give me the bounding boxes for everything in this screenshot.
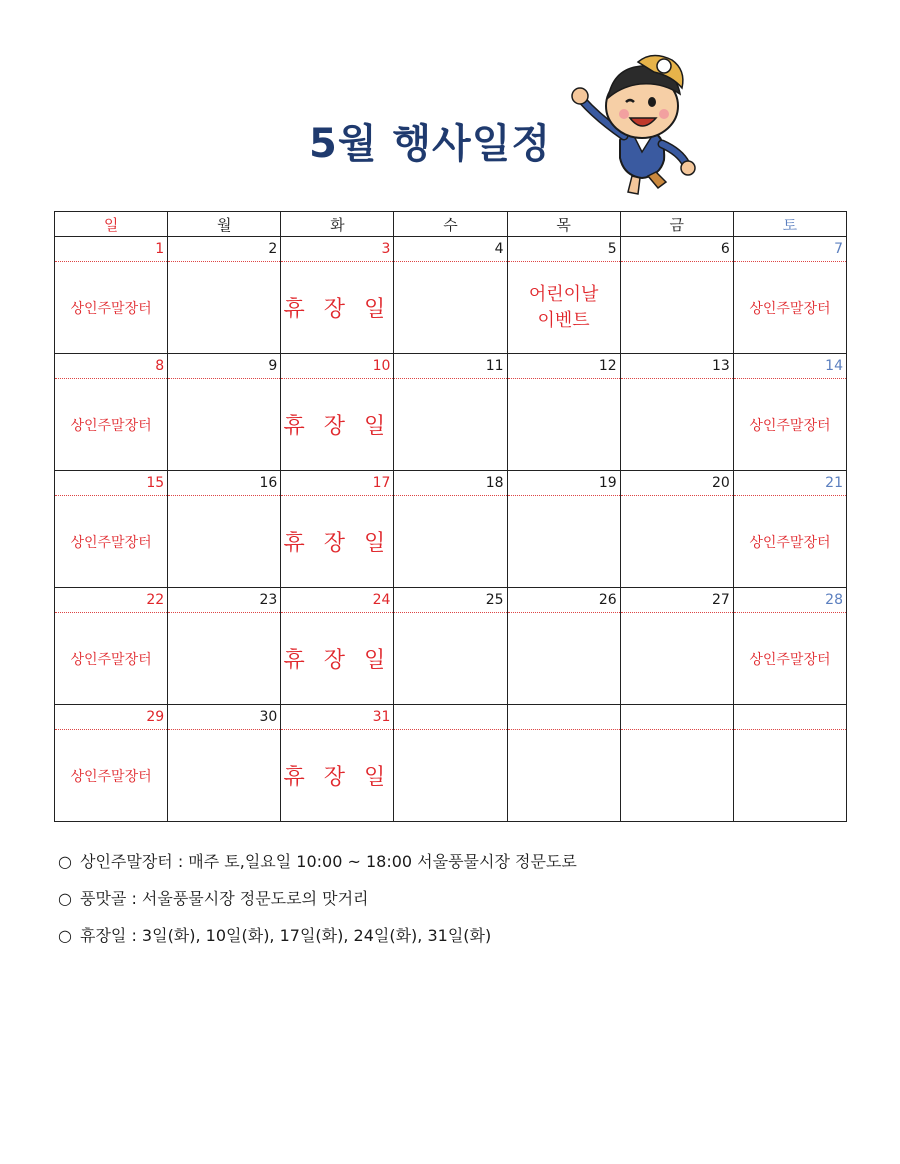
date-number: 26 xyxy=(598,592,617,608)
event-cell xyxy=(168,613,281,705)
date-number: 13 xyxy=(712,358,730,374)
closed-day-label: 휴 장 일 xyxy=(283,414,392,439)
weekday-thu: 목 xyxy=(507,212,620,237)
date-cell xyxy=(733,471,846,496)
date-number: 18 xyxy=(485,475,504,491)
market-mascot-icon xyxy=(568,48,708,198)
date-cell xyxy=(620,705,733,730)
date-cell xyxy=(55,237,168,262)
event-cell xyxy=(394,613,507,705)
date-number: 24 xyxy=(372,592,391,608)
weekend-market-label: 상인주말장터 xyxy=(70,768,152,785)
date-cell xyxy=(733,237,846,262)
closed-day-label: 휴 장 일 xyxy=(283,648,392,673)
date-number: 5 xyxy=(607,241,617,257)
week-date-row xyxy=(55,588,847,613)
date-cell xyxy=(168,588,281,613)
week-date-row xyxy=(55,705,847,730)
closed-day-label: 휴 장 일 xyxy=(283,297,392,322)
event-cell xyxy=(620,496,733,588)
event-cell xyxy=(620,730,733,822)
date-number: 8 xyxy=(155,358,165,374)
event-cell xyxy=(507,496,620,588)
date-cell xyxy=(733,354,846,379)
weekend-market-label: 상인주말장터 xyxy=(749,417,831,434)
weekend-market-label: 상인주말장터 xyxy=(70,300,152,317)
event-cell xyxy=(394,730,507,822)
date-number: 27 xyxy=(712,592,730,608)
event-cell xyxy=(55,379,168,471)
date-cell xyxy=(507,237,620,262)
date-number: 21 xyxy=(825,475,843,491)
date-number: 7 xyxy=(834,241,843,257)
weekend-market-label: 상인주말장터 xyxy=(749,300,831,317)
date-number: 29 xyxy=(146,709,165,725)
date-cell xyxy=(281,354,394,379)
date-cell xyxy=(507,354,620,379)
weekday-sat: 토 xyxy=(733,212,846,237)
date-number: 30 xyxy=(259,709,278,725)
date-cell xyxy=(281,705,394,730)
event-cell xyxy=(733,379,846,471)
date-number: 17 xyxy=(372,475,391,491)
date-number: 15 xyxy=(146,475,165,491)
event-cell xyxy=(281,262,394,354)
weekday-mon: 월 xyxy=(168,212,281,237)
note-item-closed-days xyxy=(58,924,577,961)
event-cell xyxy=(55,496,168,588)
notes-list xyxy=(58,850,577,961)
event-cell xyxy=(55,262,168,354)
event-cell xyxy=(507,613,620,705)
date-cell xyxy=(55,705,168,730)
event-cell xyxy=(733,262,846,354)
week-date-row xyxy=(55,354,847,379)
note-text: 상인주말장터 : 매주 토,일요일 10:00 ~ 18:00 서울풍물시장 정문도로 xyxy=(80,852,577,871)
date-cell xyxy=(394,588,507,613)
note-item-food-street xyxy=(58,887,577,924)
date-number: 11 xyxy=(485,358,504,374)
event-cell xyxy=(394,262,507,354)
date-number: 10 xyxy=(372,358,391,374)
date-number: 1 xyxy=(155,241,165,257)
weekday-tue: 화 xyxy=(281,212,394,237)
date-cell xyxy=(507,705,620,730)
date-cell xyxy=(620,588,733,613)
circle-bullet-icon: ○ xyxy=(58,852,72,871)
event-cell xyxy=(394,379,507,471)
week-date-row xyxy=(55,237,847,262)
date-cell xyxy=(168,237,281,262)
week-event-row xyxy=(55,613,847,705)
date-cell xyxy=(394,237,507,262)
date-cell xyxy=(168,354,281,379)
date-cell xyxy=(733,705,846,730)
date-cell xyxy=(394,354,507,379)
event-cell xyxy=(733,613,846,705)
event-cell xyxy=(620,262,733,354)
weekday-wed: 수 xyxy=(394,212,507,237)
date-cell xyxy=(281,471,394,496)
event-cell xyxy=(281,613,394,705)
circle-bullet-icon: ○ xyxy=(58,926,72,945)
event-cell xyxy=(55,613,168,705)
date-cell xyxy=(394,705,507,730)
date-cell xyxy=(55,354,168,379)
event-cell xyxy=(168,496,281,588)
note-text: 휴장일 : 3일(화), 10일(화), 17일(화), 24일(화), 31일(화) xyxy=(80,926,492,945)
event-cell xyxy=(620,379,733,471)
date-number: 31 xyxy=(372,709,391,725)
weekday-fri: 금 xyxy=(620,212,733,237)
weekday-sun: 일 xyxy=(55,212,168,237)
event-cell xyxy=(620,613,733,705)
closed-day-label: 휴 장 일 xyxy=(283,531,392,556)
week-date-row xyxy=(55,471,847,496)
date-cell xyxy=(394,471,507,496)
date-number: 3 xyxy=(381,241,391,257)
note-item-weekend-market xyxy=(58,850,577,887)
date-number: 2 xyxy=(268,241,278,257)
week-event-row xyxy=(55,379,847,471)
date-number: 28 xyxy=(825,592,843,608)
weekend-market-label: 상인주말장터 xyxy=(70,534,152,551)
event-cell xyxy=(281,730,394,822)
event-cell xyxy=(55,730,168,822)
date-cell xyxy=(733,588,846,613)
date-cell xyxy=(620,354,733,379)
date-number: 4 xyxy=(494,241,504,257)
event-cell xyxy=(281,496,394,588)
date-cell xyxy=(507,588,620,613)
date-number: 20 xyxy=(712,475,730,491)
note-text: 풍맛골 : 서울풍물시장 정문도로의 맛거리 xyxy=(80,889,369,908)
week-event-row xyxy=(55,730,847,822)
week-event-row xyxy=(55,496,847,588)
event-cell xyxy=(168,379,281,471)
date-cell xyxy=(168,705,281,730)
weekend-market-label: 상인주말장터 xyxy=(70,651,152,668)
page-title: 5월 행사일정 xyxy=(309,121,551,167)
date-number: 25 xyxy=(485,592,504,608)
event-cell xyxy=(733,730,846,822)
event-cell xyxy=(281,379,394,471)
date-cell xyxy=(168,471,281,496)
date-number: 9 xyxy=(268,358,278,374)
date-cell xyxy=(620,471,733,496)
circle-bullet-icon: ○ xyxy=(58,889,72,908)
date-cell xyxy=(281,588,394,613)
date-number: 16 xyxy=(259,475,278,491)
event-cell xyxy=(507,730,620,822)
date-number: 6 xyxy=(720,241,730,257)
date-cell xyxy=(55,471,168,496)
childrens-day-event-label: 어린이날 이벤트 xyxy=(528,283,599,331)
date-number: 22 xyxy=(146,592,165,608)
closed-day-label: 휴 장 일 xyxy=(283,765,392,790)
weekend-market-label: 상인주말장터 xyxy=(749,534,831,551)
date-number: 14 xyxy=(825,358,843,374)
week-event-row xyxy=(55,262,847,354)
event-cell xyxy=(733,496,846,588)
date-cell xyxy=(281,237,394,262)
date-number: 19 xyxy=(598,475,617,491)
date-cell xyxy=(55,588,168,613)
weekday-header-row xyxy=(55,212,847,237)
calendar-table xyxy=(54,211,847,822)
event-cell xyxy=(507,379,620,471)
weekend-market-label: 상인주말장터 xyxy=(70,417,152,434)
date-cell xyxy=(620,237,733,262)
weekend-market-label: 상인주말장터 xyxy=(749,651,831,668)
event-cell xyxy=(394,496,507,588)
date-number: 23 xyxy=(259,592,278,608)
date-number: 12 xyxy=(598,358,617,374)
event-cell xyxy=(507,262,620,354)
event-cell xyxy=(168,730,281,822)
event-cell xyxy=(168,262,281,354)
date-cell xyxy=(507,471,620,496)
